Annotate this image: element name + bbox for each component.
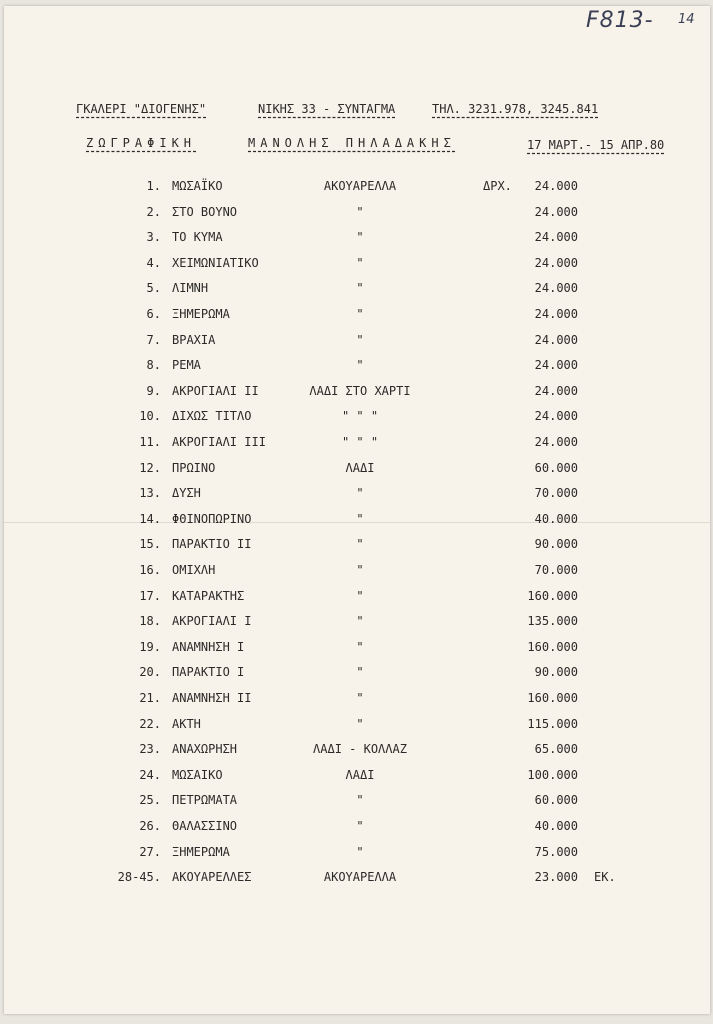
item-price: 90.000 <box>534 537 578 552</box>
item-title: ΑΝΑΜΝΗΣΗ II <box>172 691 252 705</box>
item-medium: ΛΑΔΙ <box>345 460 375 475</box>
item-medium: " <box>356 230 364 245</box>
item-medium: " <box>356 665 364 680</box>
item-price: 24.000 <box>534 255 578 270</box>
item-title: ΠΡΩΙΝΟ <box>172 460 216 475</box>
item-title: ΚΑΤΑΡΑΚΤΗΣ <box>172 588 245 603</box>
list-item <box>0 409 713 429</box>
list-item <box>0 640 713 660</box>
item-number: 25. <box>139 793 161 808</box>
item-title: ΜΩΣΑΪΚΟ <box>172 179 223 193</box>
list-item <box>0 486 713 506</box>
item-price: 75.000 <box>534 844 578 859</box>
item-number: 9. <box>146 383 161 398</box>
item-title: ΜΩΣΑΙΚΟ <box>172 767 223 782</box>
item-title: ΑΚΤΗ <box>172 716 201 731</box>
item-title: ΑΚΡΟΓΙΑΛΙ II <box>172 383 259 398</box>
list-item <box>0 307 713 327</box>
item-title: ΠΕΤΡΩΜΑΤΑ <box>172 793 238 808</box>
item-number: 19. <box>139 639 161 654</box>
list-item <box>0 230 713 250</box>
item-medium: ΛΑΔΙ - ΚΟΛΛΑΖ <box>313 742 407 757</box>
item-medium: " <box>356 281 364 296</box>
item-number: 22. <box>139 716 161 731</box>
item-number: 20. <box>139 665 161 680</box>
item-price: 160.000 <box>527 639 578 654</box>
item-price: 70.000 <box>534 486 578 501</box>
list-item <box>0 205 713 225</box>
item-medium: " <box>356 511 364 526</box>
item-title: ΠΑΡΑΚΤΙΟ II <box>172 537 252 552</box>
artist-name: ΜΑΝΟΛΗΣ ΠΗΛΑΔΑΚΗΣ <box>248 136 456 150</box>
list-item <box>0 179 713 199</box>
item-price: 100.000 <box>527 767 578 782</box>
item-price: 24.000 <box>534 409 578 424</box>
item-number: 27. <box>139 844 161 859</box>
list-item <box>0 589 713 609</box>
item-price: 90.000 <box>534 665 578 680</box>
list-item <box>0 742 713 762</box>
list-item <box>0 384 713 404</box>
item-price: 23.000 <box>534 870 578 885</box>
item-medium: " <box>356 486 364 501</box>
item-medium: ΑΚΟΥΑΡΕΛΛΑ <box>323 179 397 193</box>
item-title: ΞΗΜΕΡΩΜΑ <box>172 844 230 859</box>
item-medium: " <box>356 639 364 654</box>
item-price: 24.000 <box>534 435 578 449</box>
item-number: 14. <box>139 511 161 526</box>
list-item <box>0 435 713 455</box>
item-number: 3. <box>146 230 161 245</box>
item-number: 21. <box>139 691 161 705</box>
item-price: 135.000 <box>527 614 578 629</box>
item-medium: " <box>356 332 364 347</box>
item-medium: " <box>356 255 364 270</box>
item-title: ΑΝΑΜΝΗΣΗ I <box>172 639 245 654</box>
item-title: ΧΕΙΜΩΝΙΑΤΙΚΟ <box>172 255 259 270</box>
item-medium: " <box>356 691 364 705</box>
item-medium: " <box>356 614 364 629</box>
item-title: ΞΗΜΕΡΩΜΑ <box>172 307 230 321</box>
list-item <box>0 793 713 813</box>
item-price: 24.000 <box>534 179 578 193</box>
item-title: ΔΥΣΗ <box>172 486 201 501</box>
item-title: ΘΑΛΑΣΣΙΝΟ <box>172 819 238 833</box>
list-item <box>0 819 713 839</box>
item-price-suffix: ΕΚ. <box>594 870 616 885</box>
item-medium: " <box>356 358 364 373</box>
item-number: 7. <box>146 332 161 347</box>
list-item <box>0 717 713 737</box>
list-item <box>0 665 713 685</box>
item-number: 2. <box>146 204 161 219</box>
item-title: ΛΙΜΝΗ <box>172 281 209 296</box>
item-price: 115.000 <box>527 716 578 731</box>
item-number: 18. <box>139 614 161 629</box>
item-price: 24.000 <box>534 358 578 373</box>
item-number: 23. <box>139 742 161 757</box>
item-price: 60.000 <box>534 793 578 808</box>
gallery-phone: ΤΗΛ. 3231.978, 3245.841 <box>432 102 599 116</box>
list-item <box>0 358 713 378</box>
item-number: 13. <box>139 486 161 501</box>
item-title: ΔΙΧΩΣ ΤΙΤΛΟ <box>172 409 252 424</box>
item-number: 15. <box>139 537 161 552</box>
item-number: 5. <box>146 281 161 296</box>
item-medium: ΛΑΔΙ <box>345 767 375 782</box>
item-number: 8. <box>146 358 161 373</box>
currency-label: ΔΡΧ. <box>483 179 512 193</box>
item-medium: " " " <box>341 409 379 424</box>
list-item <box>0 768 713 788</box>
item-title: ΠΑΡΑΚΤΙΟ I <box>172 665 245 680</box>
item-price: 70.000 <box>534 563 578 577</box>
item-medium: ΑΚΟΥΑΡΕΛΛΑ <box>323 870 397 885</box>
item-number: 1. <box>146 179 161 193</box>
item-price: 40.000 <box>534 511 578 526</box>
item-medium: " <box>356 204 364 219</box>
item-title: ΡΕΜΑ <box>172 358 201 373</box>
gallery-name: ΓΚΑΛΕΡΙ "ΔΙΟΓΕΝΗΣ" <box>76 102 207 116</box>
item-medium: " <box>356 716 364 731</box>
handwritten-number: 14 <box>678 12 695 27</box>
item-title: ΑΝΑΧΩΡΗΣΗ <box>172 742 238 757</box>
list-item <box>0 691 713 711</box>
list-item <box>0 461 713 481</box>
item-number: 28-45. <box>117 870 161 885</box>
list-item <box>0 870 713 890</box>
item-price: 160.000 <box>527 588 578 603</box>
item-medium: " <box>356 793 364 808</box>
item-medium: " <box>356 588 364 603</box>
exhibition-category: ΖΩΓΡΑΦΙΚΗ <box>86 136 197 150</box>
item-price: 24.000 <box>534 307 578 321</box>
item-number: 12. <box>139 460 161 475</box>
item-number: 17. <box>139 588 161 603</box>
list-item <box>0 333 713 353</box>
item-medium: " " " <box>341 435 379 449</box>
item-number: 4. <box>146 255 161 270</box>
item-medium: " <box>356 307 364 321</box>
item-medium: " <box>356 537 364 552</box>
item-price: 24.000 <box>534 204 578 219</box>
item-title: ΑΚΡΟΓΙΑΛΙ III <box>172 435 266 449</box>
item-number: 6. <box>146 307 161 321</box>
item-price: 24.000 <box>534 230 578 245</box>
list-item <box>0 256 713 276</box>
item-medium: " <box>356 844 364 859</box>
list-item <box>0 512 713 532</box>
item-price: 24.000 <box>534 332 578 347</box>
item-title: ΦΘΙΝΟΠΩΡΙΝΟ <box>172 511 252 526</box>
item-price: 24.000 <box>534 383 578 398</box>
item-title: ΤΟ ΚΥΜΑ <box>172 230 223 245</box>
item-title: ΒΡΑΧΙΑ <box>172 332 216 347</box>
item-title: ΑΚΡΟΓΙΑΛΙ I <box>172 614 252 629</box>
exhibition-dates: 17 ΜΑΡΤ.- 15 ΑΠΡ.80 <box>527 138 665 152</box>
item-price: 40.000 <box>534 819 578 833</box>
item-number: 10. <box>139 409 161 424</box>
item-title: ΟΜΙΧΛΗ <box>172 563 216 577</box>
item-price: 65.000 <box>534 742 578 757</box>
list-item <box>0 845 713 865</box>
item-price: 160.000 <box>527 691 578 705</box>
item-medium: " <box>356 819 364 833</box>
item-price: 24.000 <box>534 281 578 296</box>
item-number: 16. <box>139 563 161 577</box>
item-number: 26. <box>139 819 161 833</box>
list-item <box>0 281 713 301</box>
item-number: 11. <box>139 435 161 449</box>
item-number: 24. <box>139 767 161 782</box>
list-item <box>0 563 713 583</box>
item-price: 60.000 <box>534 460 578 475</box>
handwritten-code: F813- <box>586 8 654 33</box>
item-medium: " <box>356 563 364 577</box>
gallery-address: ΝΙΚΗΣ 33 - ΣΥΝΤΑΓΜΑ <box>258 102 396 116</box>
list-item <box>0 537 713 557</box>
item-medium: ΛΑΔΙ ΣΤΟ ΧΑΡΤΙ <box>309 383 411 398</box>
item-title: ΣΤΟ ΒΟΥΝΟ <box>172 204 238 219</box>
list-item <box>0 614 713 634</box>
item-title: ΑΚΟΥΑΡΕΛΛΕΣ <box>172 870 252 885</box>
